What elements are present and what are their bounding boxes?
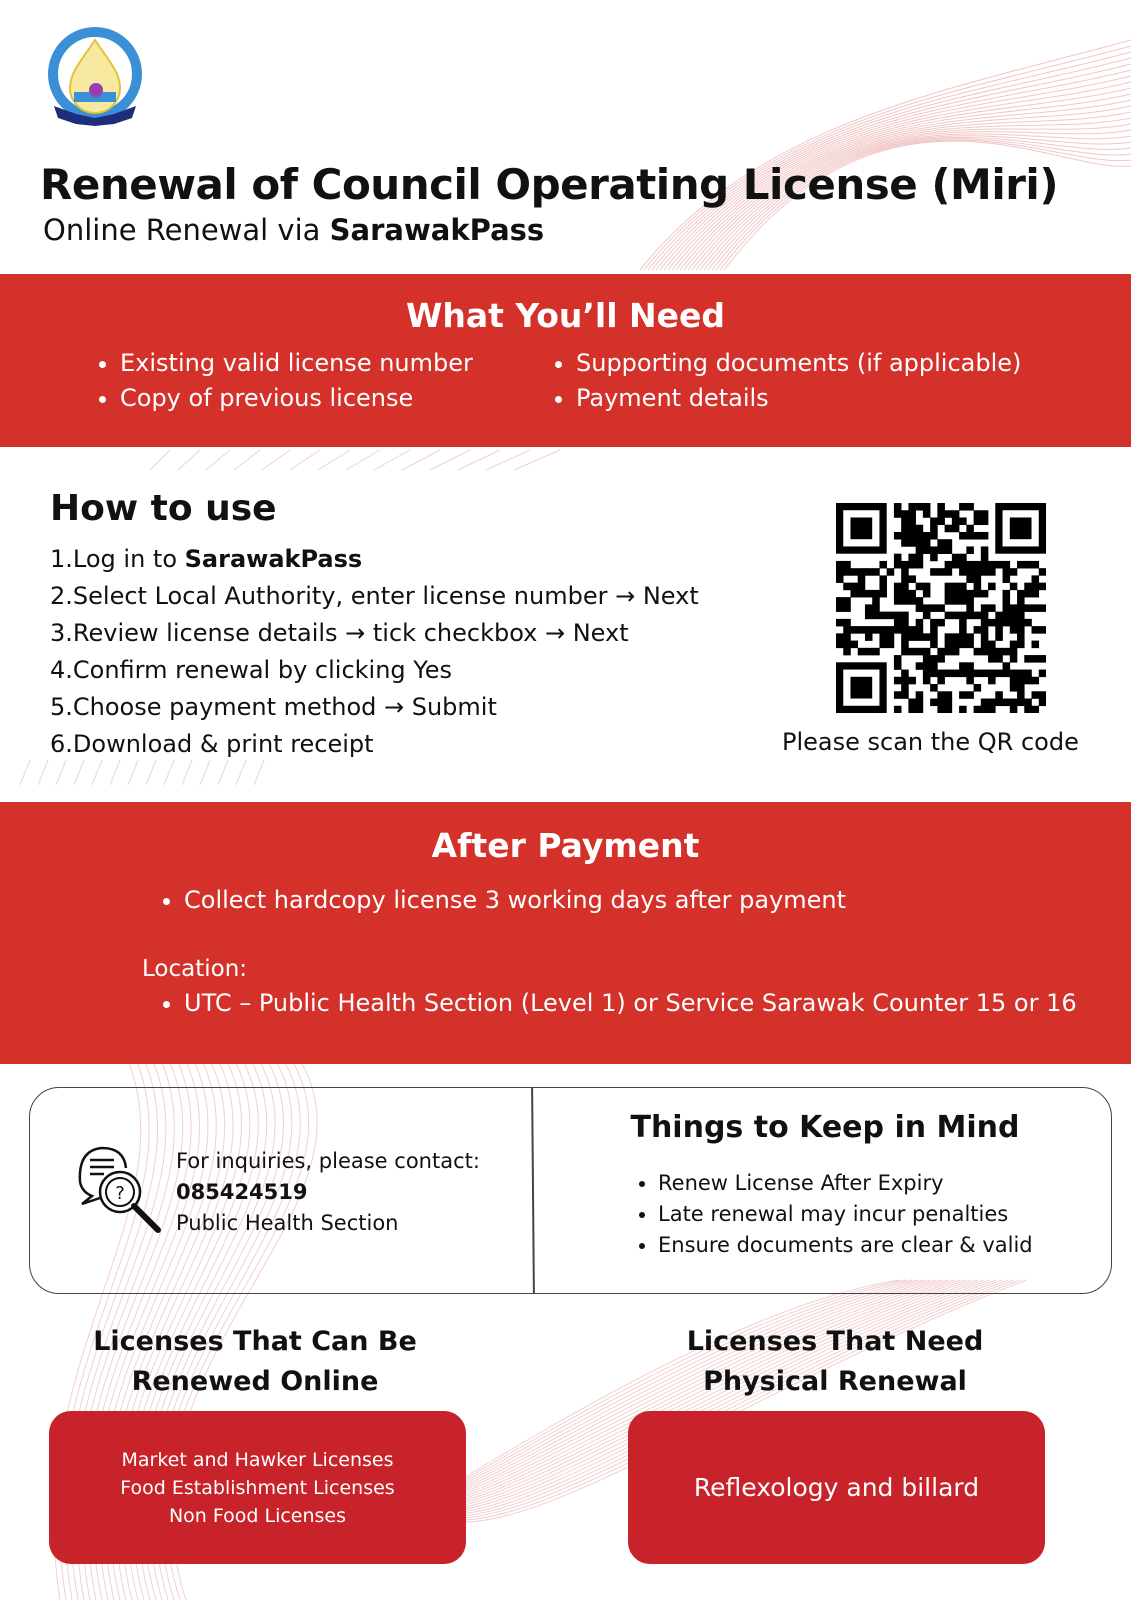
physical-heading-line: Physical Renewal <box>703 1366 967 1397</box>
page-subtitle <box>43 213 544 247</box>
info-box <box>29 1087 1112 1294</box>
svg-text:?: ? <box>115 1183 125 1204</box>
step-item <box>50 689 699 726</box>
step-item <box>50 615 699 652</box>
need-list-right <box>548 346 1021 416</box>
physical-heading-line: Licenses That Need <box>686 1326 984 1357</box>
divider <box>531 1088 534 1293</box>
page-title: Renewal of Council Operating License (Miri) <box>40 160 1059 209</box>
license-item: Market and Hawker Licenses <box>121 1448 394 1471</box>
step-text: Confirm renewal by clicking Yes <box>72 656 453 684</box>
online-licenses-box <box>49 1411 466 1564</box>
steps-list <box>50 541 699 763</box>
list-item: • UTC – Public Health Section (Level 1) or Service Sarawak Counter 15 or 16 <box>184 989 1077 1017</box>
license-item: Non Food Licenses <box>168 1504 347 1527</box>
step-number: 1. <box>50 545 73 573</box>
list-item: • Ensure documents are clear & valid <box>658 1230 1033 1261</box>
license-item: Food Establishment Licenses <box>120 1476 395 1499</box>
subtitle-text: Online Renewal via <box>43 213 330 247</box>
step-text: Log in to <box>72 545 185 573</box>
what-you-need-section <box>0 274 1131 447</box>
section-heading: What You’ll Need <box>405 296 726 335</box>
list-item: • Renew License After Expiry <box>658 1168 1033 1199</box>
contact-department: Public Health Section <box>176 1211 399 1235</box>
step-number: 5. <box>50 693 73 721</box>
online-heading-line: Licenses That Can Be <box>93 1326 417 1357</box>
step-text: Review license details → tick checkbox → Next <box>72 619 629 647</box>
license-item: Reflexology and billard <box>693 1473 980 1502</box>
step-bold: SarawakPass <box>184 545 363 573</box>
physical-licenses-box <box>628 1411 1045 1564</box>
need-list-left <box>92 346 473 416</box>
inquiry-magnifier-icon <box>70 1140 170 1240</box>
list-item: • Existing valid license number <box>120 346 473 381</box>
step-number: 4. <box>50 656 73 684</box>
how-to-heading: How to use <box>50 488 277 529</box>
contact-phone[interactable]: 085424519 <box>176 1180 308 1204</box>
keep-in-mind-heading: Things to Keep in Mind <box>630 1110 1020 1145</box>
online-heading-line: Renewed Online <box>131 1366 379 1397</box>
contact-label: For inquiries, please contact: <box>176 1149 480 1173</box>
list-item: • Copy of previous license <box>120 381 473 416</box>
step-item <box>50 726 699 763</box>
physical-heading <box>640 1322 1030 1402</box>
qr-caption: Please scan the QR code <box>782 728 1079 756</box>
step-number: 6. <box>50 730 73 758</box>
location-label: Location: <box>142 956 248 982</box>
after-payment-section <box>0 802 1131 1064</box>
section-heading: After Payment <box>431 826 700 865</box>
list-item: • Payment details <box>576 381 1021 416</box>
step-number: 3. <box>50 619 73 647</box>
online-heading <box>60 1322 450 1402</box>
list-item: • Supporting documents (if applicable) <box>576 346 1021 381</box>
after-list <box>156 886 846 914</box>
council-logo <box>46 26 144 126</box>
step-text: Select Local Authority, enter license number → Next <box>72 582 699 610</box>
step-text: Choose payment method → Submit <box>72 693 497 721</box>
step-item <box>50 541 699 578</box>
list-item: • Collect hardcopy license 3 working days after payment <box>184 886 846 914</box>
keep-in-mind-list <box>630 1168 1033 1261</box>
location-list <box>156 989 1077 1017</box>
step-number: 2. <box>50 582 73 610</box>
subtitle-brand: SarawakPass <box>329 213 545 247</box>
qr-code[interactable] <box>836 503 1046 713</box>
step-item <box>50 652 699 689</box>
list-item: • Late renewal may incur penalties <box>658 1199 1033 1230</box>
step-text: Download & print receipt <box>72 730 374 758</box>
step-item <box>50 578 699 615</box>
